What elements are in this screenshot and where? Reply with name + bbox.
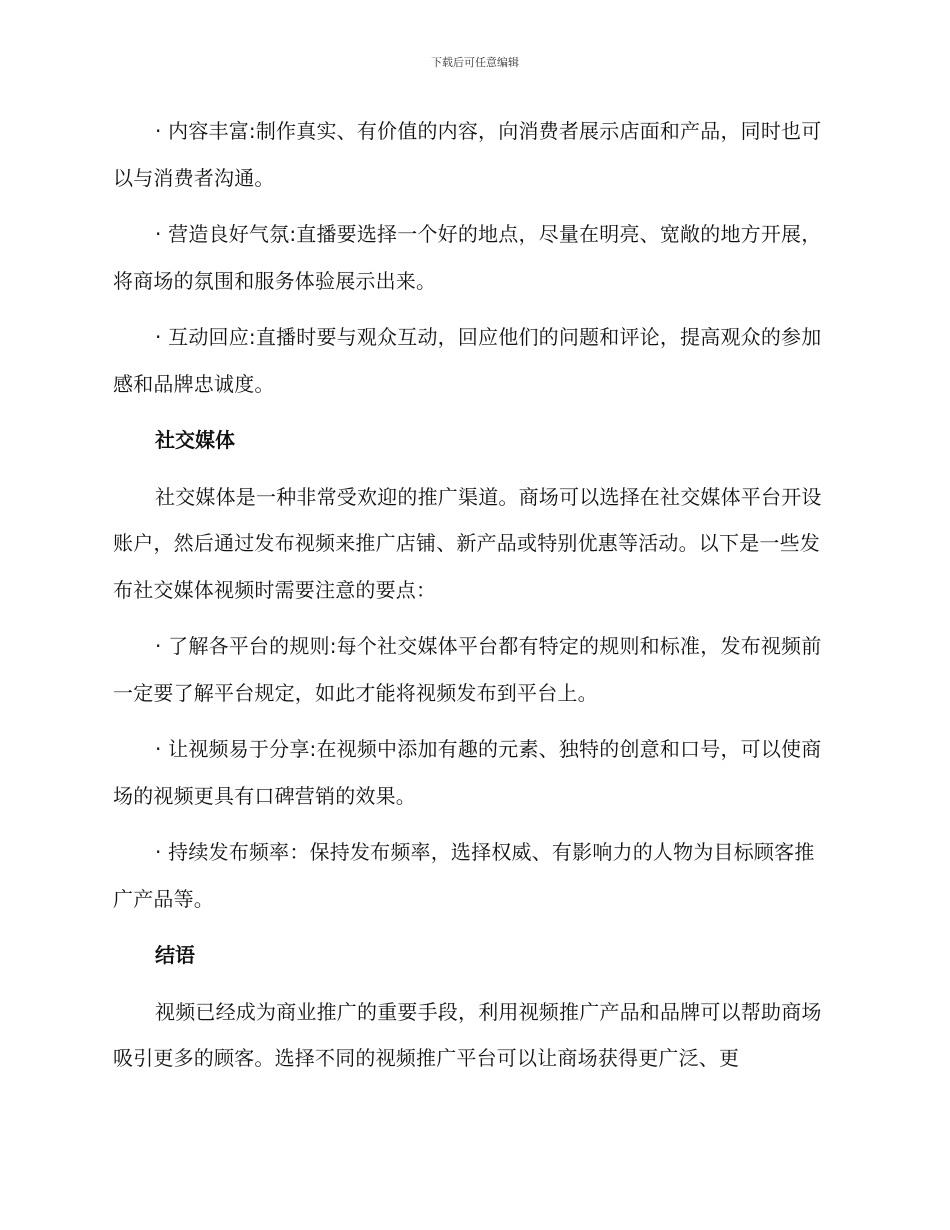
section-heading-social-media: 社交媒体 bbox=[155, 428, 235, 452]
bullet-atmosphere: · 营造良好气氛:直播要选择一个好的地点，尽量在明亮、宽敞的地方开展，将商场的氛围和服务体验展示出来。 bbox=[113, 222, 822, 293]
page-header-note: 下载后可任意编辑 bbox=[431, 56, 519, 69]
bullet-content-rich: · 内容丰富:制作真实、有价值的内容，向消费者展示店面和产品，同时也可以与消费者沟通。 bbox=[113, 119, 822, 190]
bullet-shareable: · 让视频易于分享:在视频中添加有趣的元素、独特的创意和口号，可以使商场的视频更具有口碑营销的效果。 bbox=[113, 737, 822, 808]
section-heading-conclusion: 结语 bbox=[155, 943, 195, 967]
bullet-platform-rules: · 了解各平台的规则:每个社交媒体平台都有特定的规则和标准，发布视频前一定要了解平台规定，如此才能将视频发布到平台上。 bbox=[113, 634, 822, 705]
document-body bbox=[113, 108, 829, 1082]
bullet-interaction: · 互动回应:直播时要与观众互动，回应他们的问题和评论，提高观众的参加感和品牌忠诚度。 bbox=[113, 325, 822, 396]
social-media-intro: 社交媒体是一种非常受欢迎的推广渠道。商场可以选择在社交媒体平台开设账户，然后通过发布视频来推广店铺、新产品或特别优惠等活动。以下是一些发布社交媒体视频时需要注意的要点： bbox=[113, 484, 822, 602]
bullet-frequency: · 持续发布频率：保持发布频率，选择权威、有影响力的人物为目标顾客推广产品等。 bbox=[113, 840, 815, 911]
conclusion-paragraph: 视频已经成为商业推广的重要手段，利用视频推广产品和品牌可以帮助商场吸引更多的顾客。选择不同的视频推广平台可以让商场获得更广泛、更 bbox=[113, 999, 822, 1070]
